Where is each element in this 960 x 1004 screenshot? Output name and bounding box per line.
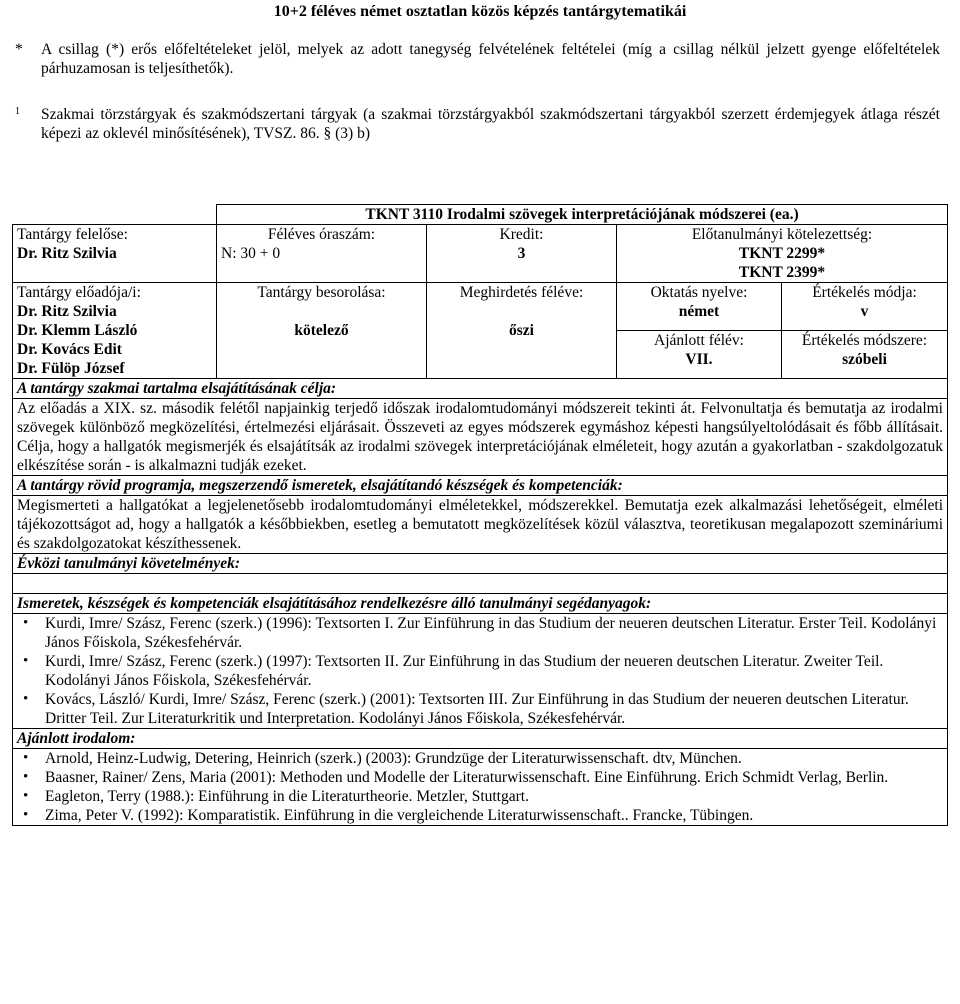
footnote-star-text: A csillag (*) erős előfeltételeket jelöl, melyek az adott tanegység felvételének feltételei (míg a csillag nélkül jelzett gyenge előfeltételek párhuzamosan is teljesíthetők). — [41, 41, 940, 77]
list-item: • Kurdi, Imre/ Szász, Ferenc (szerk.) (1996): Textsorten I. Zur Einführung in das Studium der neueren deutschen Literatur. Erster Teil. Kodolányi János Főiskola, Székesfehérvár. — [45, 614, 943, 652]
language-label: Oktatás nyelve: — [650, 284, 748, 301]
prereq-item: TKNT 2399* — [738, 264, 826, 281]
classification-label: Tantárgy besorolása: — [257, 284, 386, 301]
recommended-semester-value: VII. — [685, 351, 713, 368]
prereq-label: Előtanulmányi kötelezettség: — [691, 226, 873, 243]
lecturers-label: Tantárgy előadója/i: — [17, 284, 141, 301]
language-value: német — [678, 303, 720, 320]
program-text: Megismerteti a hallgatókat a legjelenetősebb irodalomtudományi elméletekkel, módszerekkel. Bemutatja ezek alkalmazási lehetőségeit, elméleti tájékozottságot ad, hogy a hallgatók a későbbiekben, esetleg a bemutatott megközelítések közül választva, teoretikusan megalapozott szemináriumi és szakdolgozatokat készíthessenek. — [13, 496, 948, 554]
lecturer-name: Dr. Fülöp József — [17, 360, 125, 377]
materials-list-cell — [13, 614, 948, 729]
credit-label: Kredit: — [499, 226, 544, 243]
footnote-star — [15, 40, 940, 78]
eval-mode-cell — [782, 283, 948, 331]
list-item: • Eagleton, Terry (1988.): Einführung in die Literaturtheorie. Metzler, Stuttgart. — [45, 787, 943, 806]
list-item: • Baasner, Rainer/ Zens, Maria (2001): Methoden und Modelle der Literaturwissenschaft. Eine Einführung. Erich Schmidt Verlag, Berlin. — [45, 768, 943, 787]
footnote-one-mark: 1 — [15, 106, 20, 117]
classification-value: kötelező — [294, 322, 349, 339]
recommended-semester-cell — [617, 331, 782, 379]
credit-value: 3 — [517, 245, 526, 262]
eval-mode-value: v — [860, 303, 869, 320]
list-item: • Arnold, Heinz-Ludwig, Detering, Heinrich (szerk.) (2003): Grundzüge der Literaturwissenschaft. dtv, München. — [45, 749, 943, 768]
hours-label: Féléves óraszám: — [267, 226, 376, 243]
lecturer-name: Dr. Kovács Edit — [17, 341, 122, 358]
program-heading: A tantárgy rövid programja, megszerzendő ismeretek, elsajátítandó készségek és kompetenciák: — [13, 476, 948, 496]
responsible-cell — [13, 225, 217, 283]
goal-text: Az előadás a XIX. sz. második felétől napjainkig terjedő időszak irodalomtudományi módszereit tekinti át. Felvonultatja és bemutatja az irodalmi szövegek különböző megközelítési, értelmezési eljárásait. Összeveti az egyes módszerek egymáshoz képesti hangsúlyeltolódásait és főbb állításait. Célja, hogy a hallgatók megismerjék és elsajátítsák az irodalmi szövegek interpretációjának elméleteit, hogy azután a gyakorlatban - szakdolgozatuk elkészítése során - is alkalmazni tudják ezeket. — [13, 399, 948, 476]
eval-method-cell — [782, 331, 948, 379]
list-item: • Kovács, László/ Kurdi, Imre/ Szász, Ferenc (szerk.) (2001): Textsorten III. Zur Einführung in das Studium der neueren deutschen Literatur. Dritter Teil. Zur Literaturkritik und Interpretation. Kodolányi János Főiskola, Székesfehérvár. — [45, 690, 943, 728]
prereq-cell — [617, 225, 948, 283]
eval-method-value: szóbeli — [842, 351, 887, 368]
materials-heading: Ismeretek, készségek és kompetenciák elsajátításához rendelkezésre álló tanulmányi segédanyagok: — [13, 594, 948, 614]
list-item: • Kurdi, Imre/ Szász, Ferenc (szerk.) (1997): Textsorten II. Zur Einführung in das Studium der neueren deutschen Literatur. Zweiter Teil. Kodolányi János Főiskola, Székesfehérvár. — [45, 652, 943, 690]
eval-method-label: Értékelés módszere: — [801, 332, 928, 349]
footnote-one — [15, 105, 940, 143]
lecturer-name: Dr. Klemm László — [17, 322, 138, 339]
syllabus-table — [12, 204, 948, 826]
eval-mode-label: Értékelés módja: — [812, 284, 917, 301]
footnote-one-text: Szakmai törzstárgyak és szakmódszertani tárgyak (a szakmai törzstárgyakból szakmódszertani tárgyakból szerzett érdemjegyek átlaga részét képezi az oklevél minősítésének), TVSZ. 86. § (3) b) — [41, 106, 940, 142]
materials-list — [17, 614, 943, 728]
semester-label: Meghirdetés féléve: — [459, 284, 584, 301]
semester-value: őszi — [509, 322, 534, 339]
footnote-star-mark: * — [15, 41, 23, 58]
recommended-reading-heading: Ajánlott irodalom: — [13, 729, 948, 749]
responsible-name: Dr. Ritz Szilvia — [17, 245, 117, 262]
requirements-heading: Évközi tanulmányi követelmények: — [13, 554, 948, 574]
credit-cell — [427, 225, 617, 283]
recommended-semester-label: Ajánlott félév: — [654, 332, 744, 349]
recommended-list-cell — [13, 749, 948, 826]
lecturers-cell — [13, 283, 217, 379]
recommended-list — [17, 749, 943, 825]
classification-cell — [217, 283, 427, 379]
responsible-label: Tantárgy felelőse: — [17, 226, 128, 243]
page-title: 10+2 féléves német osztatlan közös képzés tantárgytematikái — [273, 3, 687, 20]
list-item: • Zima, Peter V. (1992): Komparatistik. Einführung in die vergleichende Literaturwissenschaft.. Francke, Tübingen. — [45, 806, 943, 825]
prereq-item: TKNT 2299* — [738, 245, 826, 262]
goal-heading: A tantárgy szakmai tartalma elsajátításának célja: — [13, 379, 948, 399]
course-code-title: TKNT 3110 Irodalmi szövegek interpretációjának módszerei (ea.) — [217, 205, 948, 225]
language-cell — [617, 283, 782, 331]
hours-cell — [217, 225, 427, 283]
hours-value: N: 30 + 0 — [221, 245, 281, 262]
requirements-body — [13, 574, 948, 594]
semester-cell — [427, 283, 617, 379]
lecturer-name: Dr. Ritz Szilvia — [17, 303, 117, 320]
